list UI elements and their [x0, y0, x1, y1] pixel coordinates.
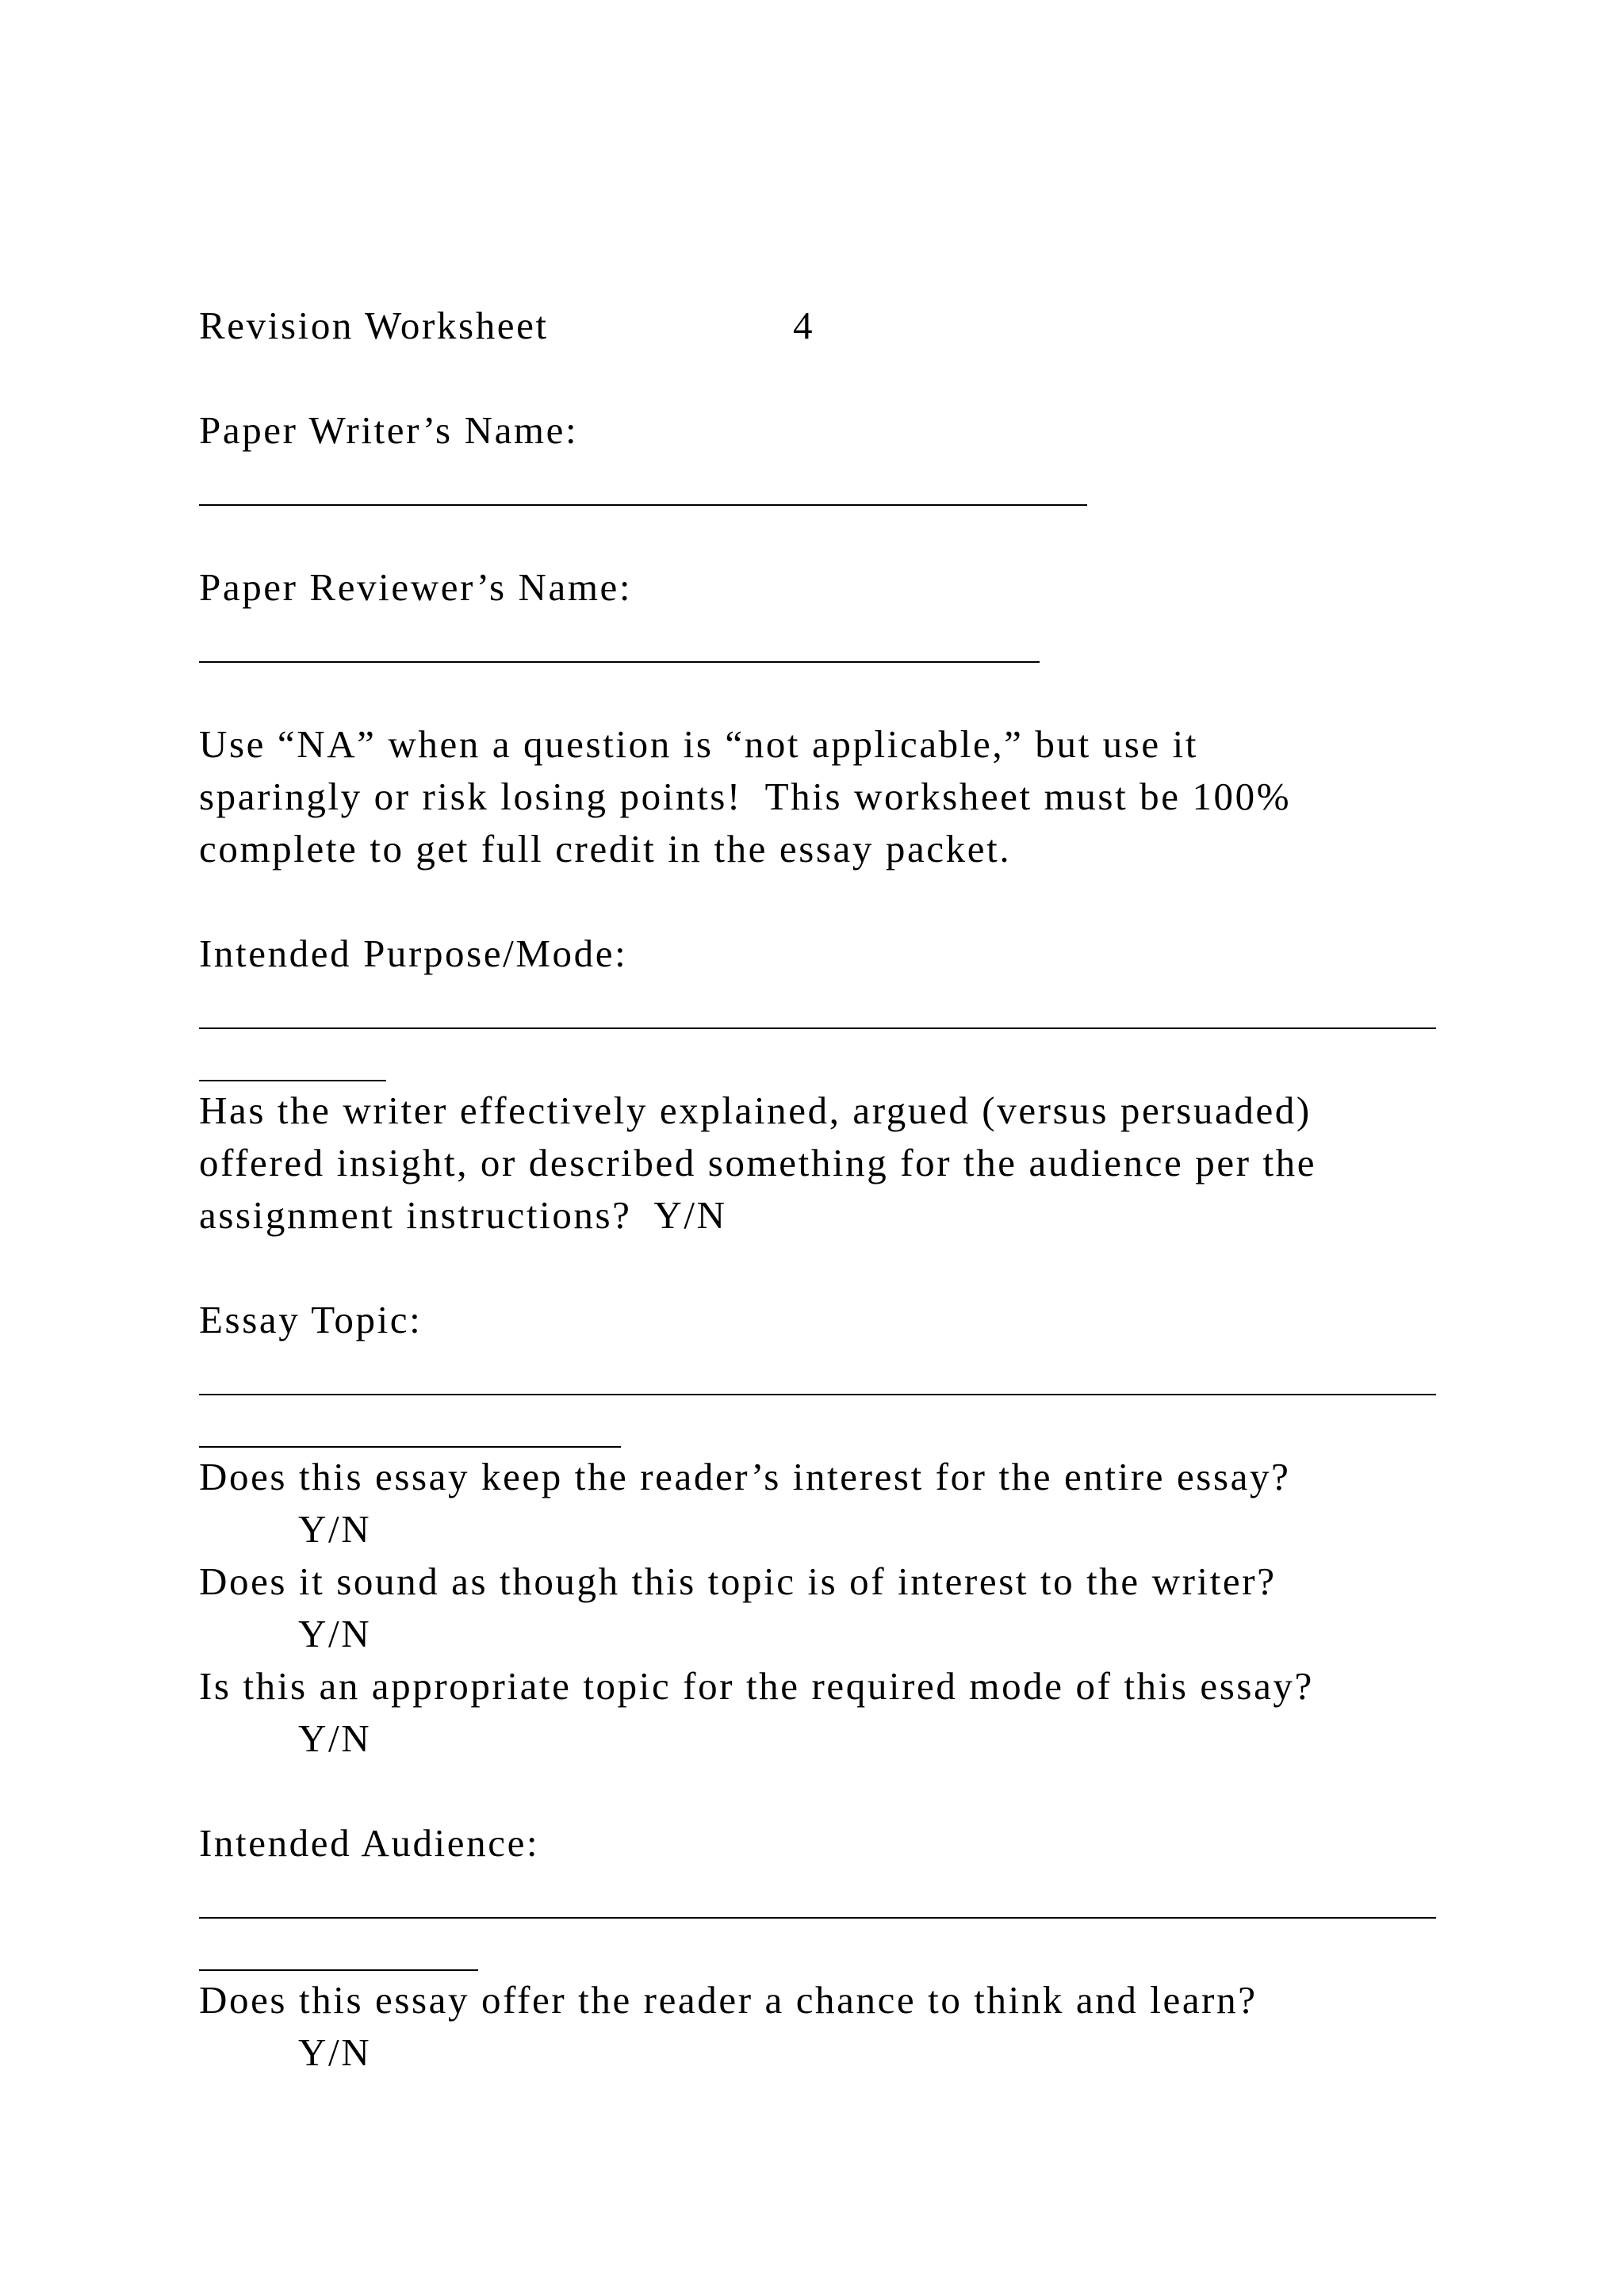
topic-answer-2: Y/N	[298, 1612, 372, 1655]
writer-name-label: Paper Writer’s Name:	[199, 408, 579, 452]
reviewer-name-blank	[199, 661, 1040, 663]
purpose-label: Intended Purpose/Mode:	[199, 932, 628, 975]
audience-blank-line-1	[199, 1917, 1436, 1919]
instructions-line-1: Use “NA” when a question is “not applicable,” but use it	[199, 722, 1199, 766]
purpose-question-line-2: offered insight, or described something for the audience per the	[199, 1141, 1317, 1184]
audience-question-1: Does this essay offer the reader a chance to think and learn?	[199, 1978, 1258, 2022]
topic-label: Essay Topic:	[199, 1298, 423, 1341]
purpose-question-line-3: assignment instructions? Y/N	[199, 1193, 727, 1237]
audience-blank-line-2	[199, 1969, 478, 1971]
instructions-line-3: complete to get full credit in the essay packet.	[199, 827, 1012, 871]
purpose-blank-line-1	[199, 1027, 1436, 1029]
audience-answer-1: Y/N	[298, 2030, 372, 2074]
purpose-blank-line-2	[199, 1080, 386, 1081]
reviewer-name-label: Paper Reviewer’s Name:	[199, 565, 633, 609]
topic-question-2: Does it sound as though this topic is of interest to the writer?	[199, 1559, 1277, 1603]
topic-blank-line-1	[199, 1394, 1436, 1395]
topic-answer-3: Y/N	[298, 1716, 372, 1760]
worksheet-title: Revision Worksheet	[199, 304, 549, 347]
writer-name-blank	[199, 504, 1087, 506]
instructions-line-2: sparingly or risk losing points! This worksheet must be 100%	[199, 775, 1292, 818]
topic-blank-line-2	[199, 1446, 621, 1448]
audience-label: Intended Audience:	[199, 1821, 540, 1865]
topic-question-1: Does this essay keep the reader’s interest for the entire essay?	[199, 1455, 1291, 1498]
topic-answer-1: Y/N	[298, 1507, 372, 1551]
purpose-question-line-1: Has the writer effectively explained, argued (versus persuaded)	[199, 1089, 1312, 1132]
page-number: 4	[793, 304, 813, 347]
topic-question-3: Is this an appropriate topic for the required mode of this essay?	[199, 1664, 1314, 1708]
